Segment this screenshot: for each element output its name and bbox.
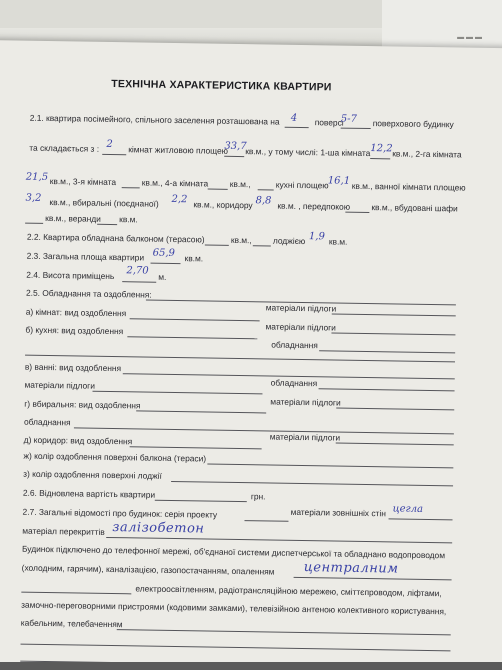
s21-text-n: кв.м., коридору [193, 199, 253, 211]
s22-text-c: лоджією [272, 235, 306, 247]
s21-text-i: кв.м., 4-а кімната [141, 177, 209, 189]
s23-total-line [151, 263, 181, 264]
s27-series: 2.7. Загальні відомості про будинок: серія проекту [22, 506, 218, 520]
s22-balcony-line [205, 244, 229, 245]
s22-text-a: 2.2. Квартира обладнана балконом (терасою) [26, 231, 205, 245]
s25-rooms-line [130, 318, 260, 321]
s21-floors-value: 5-7 [340, 113, 357, 125]
s23-total-value: 65,9 [152, 247, 176, 259]
s25-wc-floor-line [336, 408, 454, 411]
s21-text-e: кімнат житловою площею [128, 144, 229, 156]
s24-height-line [122, 281, 156, 283]
s27-slab-line [106, 537, 452, 543]
s21-text-q: кв.м., веранди [45, 212, 101, 224]
s25-loggia-color-line [171, 481, 453, 486]
s25-balcony-color-line [207, 464, 453, 469]
s21-wc-value: 2,2 [171, 193, 188, 206]
s25-wc-finish: г) вбиральня: вид оздоблення [24, 398, 141, 411]
s25-rooms-floor-line [332, 313, 456, 316]
s21-living-line [224, 156, 244, 157]
s27-slab-label: матеріал перекриттів [22, 525, 105, 537]
s25-bath-equip-line [319, 388, 455, 391]
s21-text-m: кв.м., вбиральні (поєднаної) [49, 197, 159, 209]
s25-wc-equip-line [74, 427, 454, 434]
s27-heating-value: централним [303, 560, 399, 577]
s22-text-b: кв.м., [230, 234, 252, 246]
s25-loggia-color: з) колір оздоблення поверхні лоджії [23, 468, 162, 481]
s25-wc-line [136, 410, 266, 413]
photo-bottom-edge [0, 662, 502, 670]
s25-floor-material-b: матеріали підлоги [265, 321, 336, 333]
s26-text-a: 2.6. Відновлена вартість квартири [22, 487, 156, 500]
s21-room1-line [370, 158, 390, 159]
s21-blank-line [258, 189, 274, 190]
s21-wardrobe-line [25, 223, 43, 224]
s27-locks: замочно-переговорними пристроями (кодовими замками), телевізійною антеною колективного користування, [21, 599, 447, 617]
s25-corridor-line [130, 446, 262, 449]
s27-heating-line [294, 577, 452, 580]
s25-rooms-finish: а) кімнат: вид оздоблення [25, 306, 127, 319]
s27-cable: кабельним, телебаченням [20, 617, 123, 630]
s25-kitchen-finish: б) кухня: вид оздоблення [25, 324, 124, 337]
s25-corridor-finish: д) коридор: вид оздоблення [23, 434, 133, 447]
s21-kitchen-value: 16,1 [327, 175, 351, 187]
s24-height-value: 2,70 [126, 265, 149, 277]
s24-text-a: 2.4. Висота приміщень [26, 269, 115, 282]
s22-loggia-value: 1,9 [308, 231, 325, 243]
s21-floor-line [285, 127, 309, 128]
s25-kitchen-line [127, 336, 257, 339]
s21-room4-line [208, 189, 228, 190]
s21-text-l: кв.м., ванної кімнати площею [351, 180, 466, 193]
s25-equipment-b: обладнання [270, 377, 318, 389]
page-title: ТЕХНІЧНА ХАРАКТЕРИСТИКА КВАРТИРИ [111, 77, 332, 94]
s21-text-r: кв.м. [119, 214, 138, 225]
s25-equipment-a: обладнання [271, 339, 318, 351]
s27-heating: (холодним, гарячим), каналізацією, газопостачанням, опаленням [21, 562, 275, 577]
s25-floor-material-d: матеріали підлоги [270, 396, 341, 408]
s25-floor-material-a: матеріали підлоги [265, 302, 337, 314]
s27-electric-line [21, 592, 131, 595]
s25-heading: 2.5. Обладнання та оздоблення: [25, 287, 152, 300]
s21-corridor-value: 8,8 [255, 195, 272, 207]
s21-living-value: 33,7 [224, 140, 247, 153]
s25-equipment-c: обладнання [23, 416, 71, 428]
s27-slab-value: залізобетон [112, 520, 205, 537]
s21-veranda-line [97, 224, 117, 225]
document-page [0, 40, 502, 670]
s21-text-a: 2.1. квартира посімейного, спільного заселення розташована на [29, 112, 280, 127]
s25-bath-finish: в) ванні: вид оздоблення [24, 361, 122, 374]
s21-room3-line [122, 187, 140, 188]
s21-rooms-line [102, 154, 126, 155]
s27-walls-label: матеріали зовнішніх стін [290, 506, 386, 519]
s21-text-g: кв.м., 2-га кімната [392, 148, 462, 160]
s21-bath-value: 3,2 [25, 192, 42, 204]
s21-text-k: кухні площею [275, 179, 329, 191]
s25-blank-line-a [25, 355, 455, 363]
s21-text-p: кв.м., вбудовані шафи [371, 202, 458, 214]
s25-balcony-color: ж) колір оздоблення поверхні балкона (тераси) [23, 450, 207, 464]
s27-connections: Будинок підключено до телефонної мережі, об'єднаної системи диспетчерської та обладнано водопроводом [21, 543, 446, 561]
s25-floor-material-c: матеріали підлоги [24, 379, 96, 391]
s21-text-b: поверсі [314, 117, 344, 128]
s25-kitchen-floor-line [331, 332, 455, 335]
s24-text-b: м. [158, 271, 167, 282]
s27-walls-line [389, 518, 453, 520]
s21-text-c: поверхового будинку [372, 118, 454, 130]
s21-room2-value: 21,5 [25, 171, 49, 183]
s26-value-line [155, 500, 247, 502]
s21-floors-line [341, 128, 371, 129]
s21-text-j: кв.м., [229, 178, 251, 190]
s27-cable-line [117, 629, 451, 635]
s25-corr-floor-line [336, 443, 454, 446]
s21-hall-line [345, 212, 369, 213]
s21-rooms-value: 2 [106, 138, 113, 151]
s25-kitchen-equip-line [319, 350, 455, 353]
s27-electric: електроосвітленням, радіотрансляційною мережею, сміттєпроводом, ліфтами, [135, 583, 442, 599]
s25-bath-floor-line [92, 391, 262, 395]
s22-blank-line [253, 245, 271, 246]
s21-text-d: та складається з : [29, 142, 100, 154]
s21-floor-value: 4 [290, 112, 298, 124]
s27-series-line [244, 520, 288, 522]
s25-floor-material-e: матеріали підлоги [269, 431, 341, 443]
s27-blank-line-a [21, 644, 451, 652]
s26-text-b: грн. [250, 491, 266, 502]
s23-text-a: 2.3. Загальна площа квартири [26, 250, 145, 263]
s21-text-f: кв.м., у тому числі: 1-ша кімната [245, 146, 371, 159]
background-marks: ▬ ▬ ▬ [457, 34, 482, 41]
s21-text-o: кв.м. , передпокою [277, 200, 351, 212]
s21-text-h: кв.м., 3-я кімната [49, 176, 117, 188]
s22-text-d: кв.м. [328, 236, 348, 247]
s21-room1-value: 12,2 [370, 143, 393, 155]
s27-walls-value: цегла [392, 503, 424, 515]
s23-text-b: кв.м. [184, 253, 204, 264]
